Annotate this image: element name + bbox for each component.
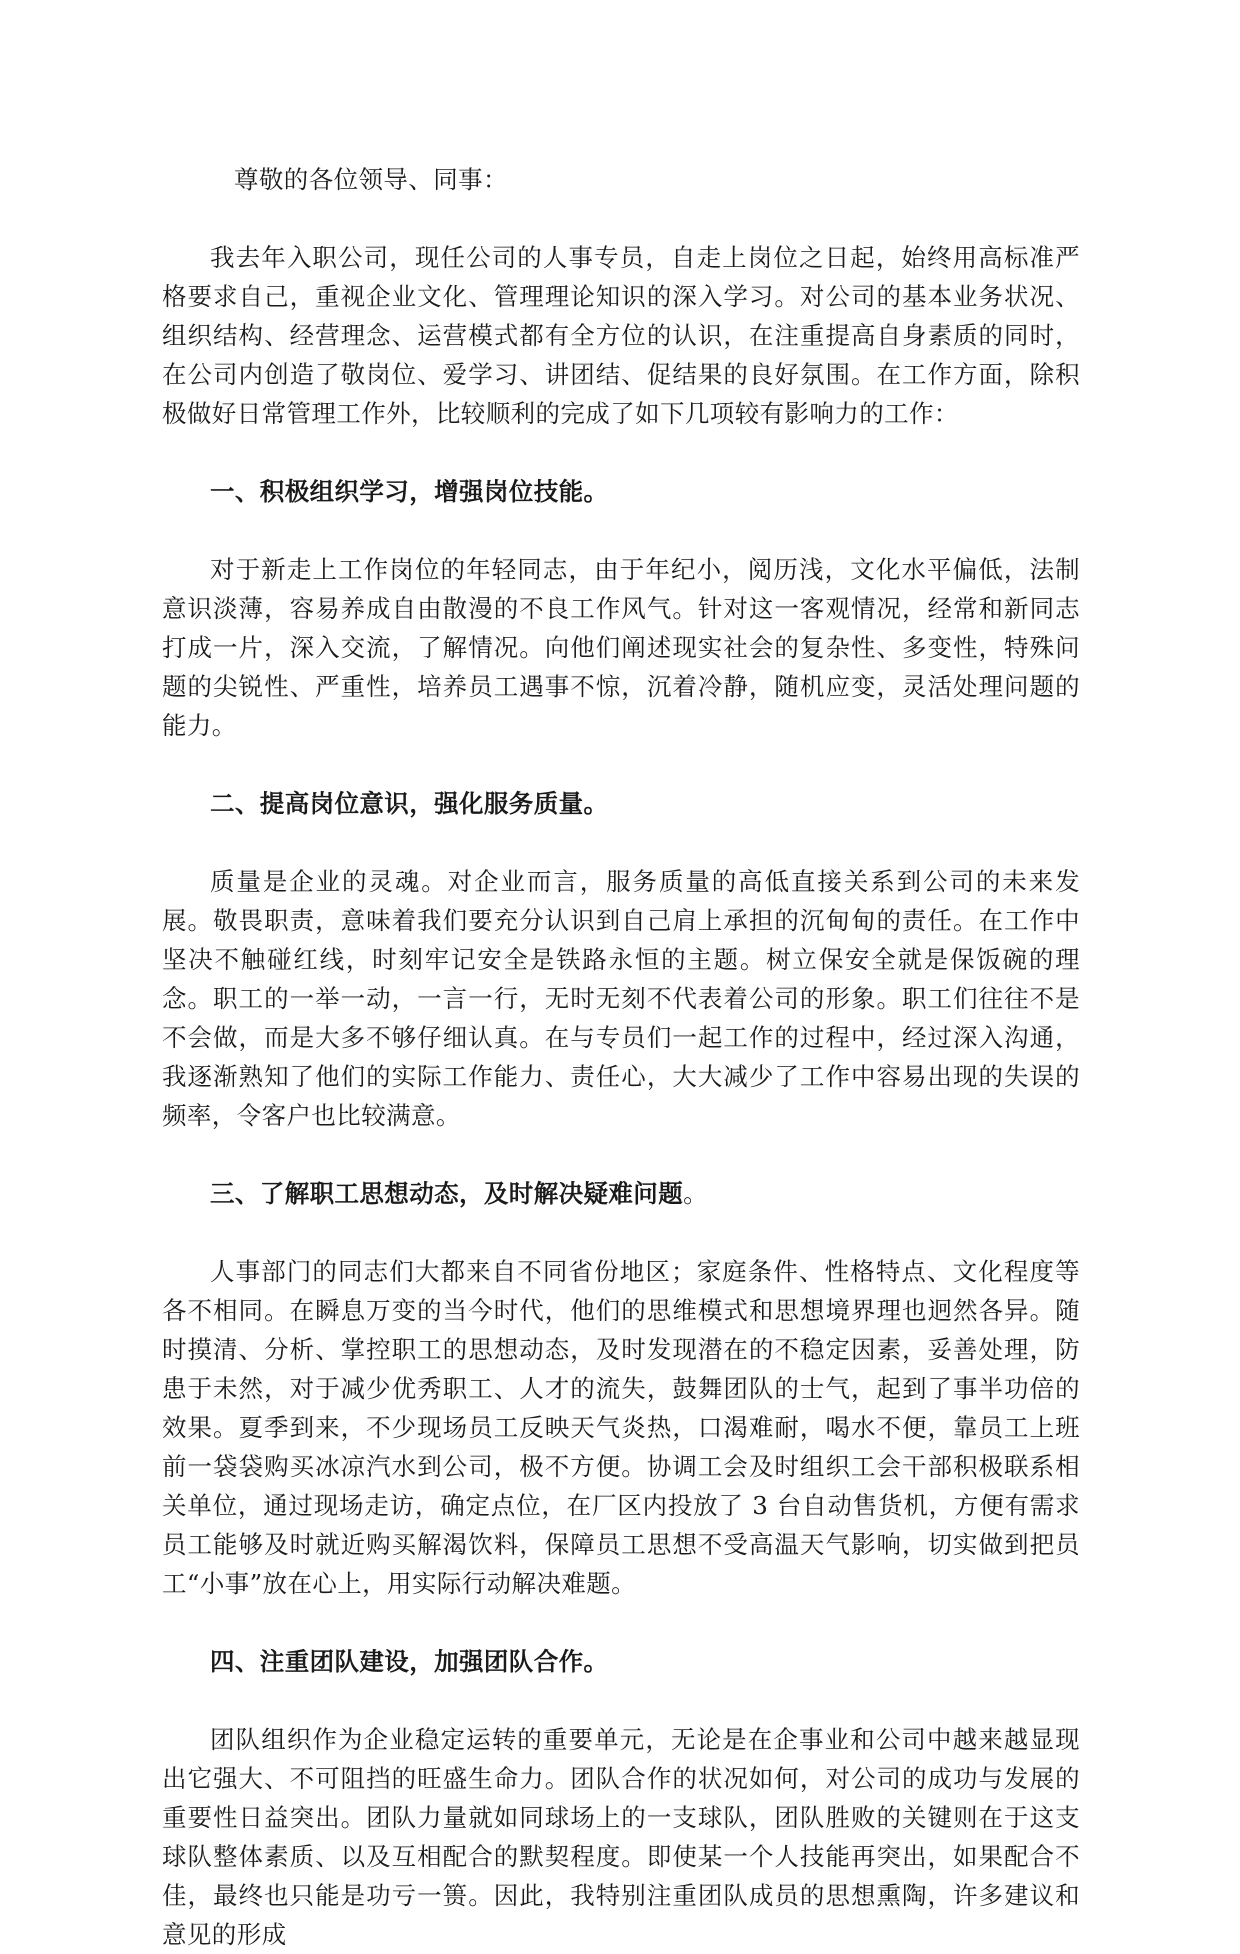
section-body-4: 团队组织作为企业稳定运转的重要单元，无论是在企事业和公司中越来越显现出它强大、不可阻挡的旺盛生命力。团队合作的状况如何，对公司的成功与发展的重要性日益突出。团队力量就如同球场上的一支球队，团队胜败的关键则在于这支球队整体素质、以及互相配合的默契程度。即使某一个人技能再突出，如果配合不佳，最终也只能是功亏一篑。因此，我特别注重团队成员的思想熏陶，许多建议和意见的形成 [162, 1725, 1080, 1949]
section-body-3: 人事部门的同志们大都来自不同省份地区；家庭条件、性格特点、文化程度等各不相同。在瞬息万变的当今时代，他们的思维模式和思想境界理也迥然各异。随时摸清、分析、掌控职工的思想动态，及时发现潜在的不稳定因素，妥善处理，防患于未然，对于减少优秀职工、人才的流失，鼓舞团队的士气，起到了事半功倍的效果。夏季到来，不少现场员工反映天气炎热，口渴难耐，喝水不便，靠员工上班前一袋袋购买冰凉汽水到公司，极不方便。协调工会及时组织工会干部积极联系相关单位，通过现场走访，确定点位，在厂区内投放了 3 台自动售货机，方便有需求员工能够及时就近购买解渴饮料，保障员工思想不受高温天气影响，切实做到把员工“小事”放在心上，用实际行动解决难题。 [162, 1257, 1080, 1598]
section-heading-4 [162, 1642, 1080, 1681]
document-body [162, 160, 1080, 1954]
section-heading-3-text: 三、了解职工思想动态，及时解决疑难问题 [210, 1179, 684, 1208]
section-body-2: 质量是企业的灵魂。对企业而言，服务质量的高低直接关系到公司的未来发展。敬畏职责，意味着我们要充分认识到自己肩上承担的沉甸甸的责任。在工作中坚决不触碰红线，时刻牢记安全是铁路永恒的主题。树立保安全就是保饭碗的理念。职工的一举一动，一言一行，无时无刻不代表着公司的形象。职工们往往不是不会做，而是大多不够仔细认真。在与专员们一起工作的过程中，经过深入沟通，我逐渐熟知了他们的实际工作能力、责任心，大大减少了工作中容易出现的失误的频率，令客户也比较满意。 [162, 867, 1080, 1130]
section-body-1: 对于新走上工作岗位的年轻同志，由于年纪小，阅历浅，文化水平偏低，法制意识淡薄，容易养成自由散漫的不良工作风气。针对这一客观情况，经常和新同志打成一片，深入交流，了解情况。向他们阐述现实社会的复杂性、多变性，特殊问题的尖锐性、严重性，培养员工遇事不惊，沉着冷静，随机应变，灵活处理问题的能力。 [162, 555, 1080, 740]
section-heading-1 [162, 472, 1080, 511]
section-heading-1-text: 一、积极组织学习，增强岗位技能。 [210, 477, 609, 506]
section-heading-4-text: 四、注重团队建设，加强团队合作。 [210, 1647, 609, 1676]
section-heading-3: 三、了解职工思想动态，及时解决疑难问题。 [210, 1179, 709, 1208]
section-heading-2-text: 二、提高岗位意识，强化服务质量。 [210, 789, 609, 818]
salutation: 尊敬的各位领导、同事： [234, 165, 508, 194]
intro-paragraph: 我去年入职公司，现任公司的人事专员，自走上岗位之日起，始终用高标准严格要求自己，重视企业文化、管理理论知识的深入学习。对公司的基本业务状况、组织结构、经营理念、运营模式都有全方位的认识，在注重提高自身素质的同时，在公司内创造了敬岗位、爱学习、讲团结、促结果的良好氛围。在工作方面，除积极做好日常管理工作外，比较顺利的完成了如下几项较有影响力的工作： [162, 243, 1080, 428]
section-heading-2 [162, 784, 1080, 823]
